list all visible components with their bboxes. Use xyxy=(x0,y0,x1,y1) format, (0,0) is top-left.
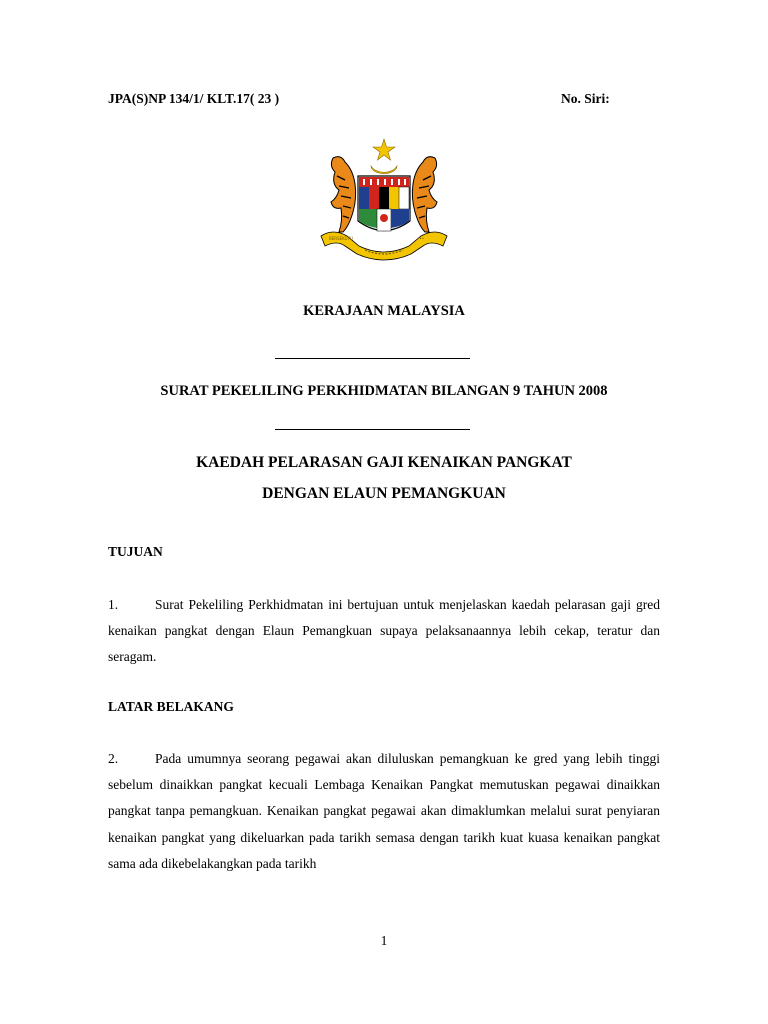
paragraph-2 xyxy=(108,746,660,877)
paragraph-text: Surat Pekeliling Perkhidmatan ini bertujuan untuk menjelaskan kaedah pelarasan gaji gred kenaikan pangkat dengan Elaun Pemangkuan supaya pelaksanaannya lebih cekap, teratur dan seragam. xyxy=(108,597,660,665)
malaysia-coat-of-arms-icon xyxy=(313,136,455,264)
title-line-1: KAEDAH PELARASAN GAJI KENAIKAN PANGKAT xyxy=(196,454,572,471)
divider-top xyxy=(275,358,470,359)
paragraph-number: 1. xyxy=(108,597,119,612)
paragraph-text: Pada umumnya seorang pegawai akan diluluskan pemangkuan ke gred yang lebih tinggi sebelum dinaikkan pangkat kecuali Lembaga Kenaikan Pangkat memutuskan pegawai dinaikkan pangkat tanpa pemangkuan. Kenaikan pangkat pegawai akan dimaklumkan melalui surat penyiaran kenaikan pangkat yang dikeluarkan pada tarikh semasa dengan tarikh kuat kuasa kenaikan pangkat sama ada dikebelakangkan pada tarikh xyxy=(108,751,660,871)
serial-number-label: No. Siri: xyxy=(561,91,610,106)
section-heading-tujuan: TUJUAN xyxy=(108,544,163,559)
government-heading: KERAJAAN MALAYSIA xyxy=(303,303,465,319)
paragraph-number: 2. xyxy=(108,751,119,766)
svg-text:BERSEKUTU: BERSEKUTU xyxy=(329,236,353,241)
circular-heading: SURAT PEKELILING PERKHIDMATAN BILANGAN 9 TAHUN 2008 xyxy=(160,383,608,399)
svg-text:•••: ••• xyxy=(417,236,425,241)
reference-number: JPA(S)NP 134/1/ KLT.17( 23 ) xyxy=(108,91,280,106)
section-heading-latar-belakang: LATAR BELAKANG xyxy=(108,699,234,714)
title-line-2: DENGAN ELAUN PEMANGKUAN xyxy=(262,485,506,502)
page-number: 1 xyxy=(380,933,388,948)
paragraph-1 xyxy=(108,592,660,671)
divider-bottom xyxy=(275,429,470,430)
